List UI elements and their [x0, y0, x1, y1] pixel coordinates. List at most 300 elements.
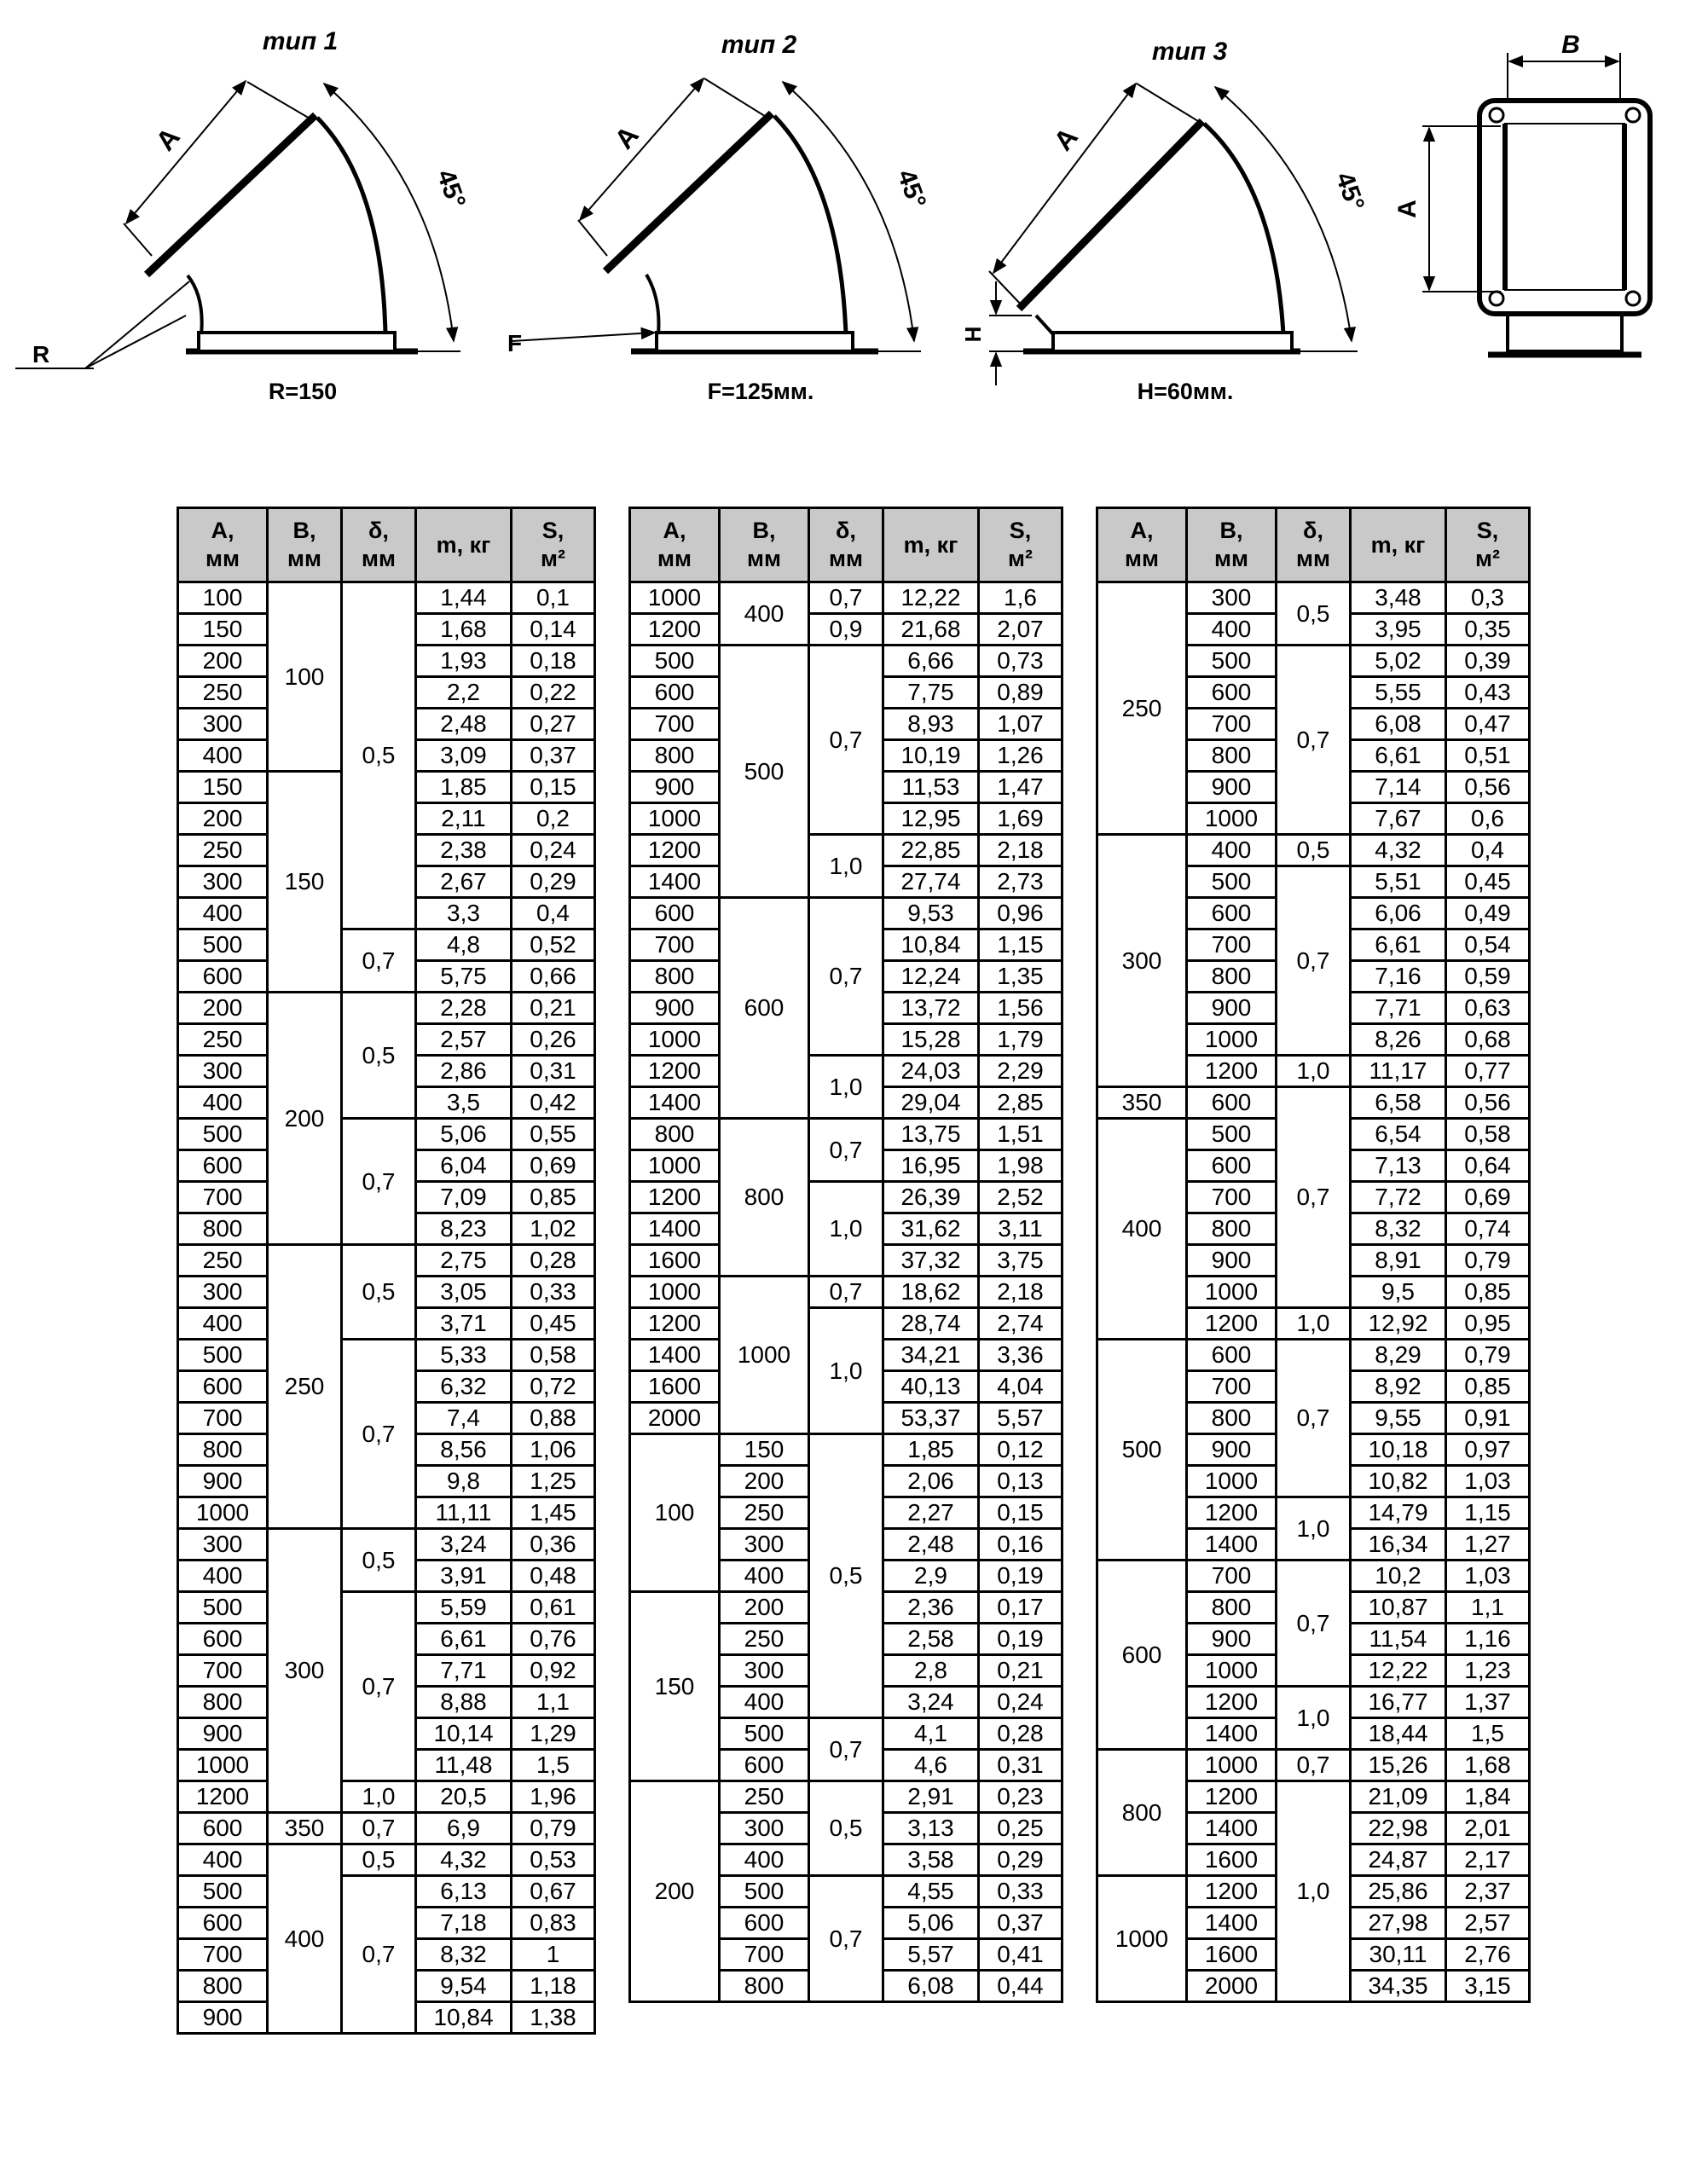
flange-view	[1422, 53, 1650, 355]
table-cell: 300	[720, 1655, 809, 1687]
table-cell: 1200	[630, 614, 720, 646]
table-cell: 8,26	[1351, 1024, 1446, 1056]
table-cell: 10,2	[1351, 1561, 1446, 1592]
table-cell: 1000	[1187, 1655, 1277, 1687]
table-cell: 1200	[630, 1182, 720, 1213]
table-cell: 800	[1187, 1592, 1277, 1624]
table-cell: 0,7	[1277, 1340, 1351, 1497]
table-cell: 250	[178, 677, 268, 709]
table-cell: 1200	[1187, 1687, 1277, 1718]
table-cell: 0,79	[512, 1813, 595, 1844]
table-cell: 0,37	[512, 740, 595, 772]
table-cell: 400	[720, 1687, 809, 1718]
table-cell: 400	[1187, 614, 1277, 646]
table-cell: 1000	[630, 1024, 720, 1056]
table-cell: 400	[178, 1087, 268, 1119]
column-header-unit: мм	[657, 546, 692, 571]
table-cell: 1200	[1187, 1056, 1277, 1087]
table-cell: 250	[720, 1624, 809, 1655]
table-cell: 0,44	[979, 1971, 1062, 2002]
table-cell: 900	[1187, 1434, 1277, 1466]
table-cell: 2,58	[883, 1624, 979, 1655]
table-cell: 800	[1187, 1213, 1277, 1245]
table-cell: 0,73	[979, 646, 1062, 677]
table-cell: 0,68	[1446, 1024, 1530, 1056]
table-cell: 1400	[630, 866, 720, 898]
table-cell: 0,56	[1446, 1087, 1530, 1119]
table-cell: 7,09	[416, 1182, 512, 1213]
table-cell: 0,66	[512, 961, 595, 993]
column-header-unit: м²	[541, 546, 565, 571]
table-cell: 0,95	[1446, 1308, 1530, 1340]
column-header-name: δ,	[368, 518, 389, 543]
table-cell: 8,32	[1351, 1213, 1446, 1245]
table-header-row	[178, 508, 595, 582]
table-cell: 600	[178, 1371, 268, 1403]
table-cell: 300	[1097, 835, 1187, 1087]
column-header	[630, 508, 720, 582]
table-cell: 13,72	[883, 993, 979, 1024]
table-cell: 0,54	[1446, 929, 1530, 961]
table-cell: 2000	[1187, 1971, 1277, 2002]
table-cell: 31,62	[883, 1213, 979, 1245]
table-cell: 1,02	[512, 1213, 595, 1245]
table-cell: 700	[1187, 1371, 1277, 1403]
table-cell: 200	[720, 1592, 809, 1624]
table-cell: 900	[178, 2002, 268, 2034]
table-cell: 2,57	[416, 1024, 512, 1056]
table-cell: 0,7	[809, 1119, 883, 1182]
table-cell: 1,0	[809, 835, 883, 898]
table-cell: 1000	[1187, 803, 1277, 835]
table-cell: 10,84	[416, 2002, 512, 2034]
column-header-name: δ,	[836, 518, 856, 543]
table-cell: 300	[178, 1529, 268, 1561]
column-header-unit: мм	[1296, 546, 1330, 571]
table-cell: 0,96	[979, 898, 1062, 929]
table-cell: 11,48	[416, 1750, 512, 1781]
table-cell: 600	[630, 677, 720, 709]
table-cell: 0,41	[979, 1939, 1062, 1971]
table-cell: 2,2	[416, 677, 512, 709]
table-cell: 1,1	[512, 1687, 595, 1718]
table-cell: 1,29	[512, 1718, 595, 1750]
table-cell: 400	[268, 1844, 342, 2034]
table-cell: 800	[1187, 961, 1277, 993]
column-header	[1187, 508, 1277, 582]
table-cell: 150	[178, 772, 268, 803]
table-cell: 0,69	[512, 1150, 595, 1182]
table-cell: 600	[1187, 898, 1277, 929]
table-cell: 0,7	[1277, 1087, 1351, 1308]
table-cell: 900	[178, 1718, 268, 1750]
table-cell: 27,74	[883, 866, 979, 898]
table-cell: 2,28	[416, 993, 512, 1024]
table-cell: 6,08	[1351, 709, 1446, 740]
column-header	[416, 508, 512, 582]
table-cell: 1,56	[979, 993, 1062, 1024]
table-cell: 11,54	[1351, 1624, 1446, 1655]
table-cell: 700	[178, 1182, 268, 1213]
column-header	[720, 508, 809, 582]
table-cell: 500	[1187, 646, 1277, 677]
table-cell: 12,24	[883, 961, 979, 993]
table-cell: 400	[720, 1844, 809, 1876]
table-cell: 15,28	[883, 1024, 979, 1056]
table-cell: 18,44	[1351, 1718, 1446, 1750]
table-cell: 350	[268, 1813, 342, 1844]
elbow-diagrams	[0, 0, 1708, 443]
table-cell: 10,14	[416, 1718, 512, 1750]
type-1-label: тип 1	[262, 27, 339, 55]
flange-width-label: B	[1561, 31, 1580, 59]
table-cell: 1000	[630, 1277, 720, 1308]
column-header-unit: мм	[747, 546, 781, 571]
table-cell: 500	[1187, 866, 1277, 898]
table-cell: 0,12	[979, 1434, 1062, 1466]
table-cell: 500	[1187, 1119, 1277, 1150]
type-2-angle: 45°	[891, 165, 932, 212]
table-cell: 3,71	[416, 1308, 512, 1340]
table-cell: 13,75	[883, 1119, 979, 1150]
table-cell: 6,61	[1351, 740, 1446, 772]
table-cell: 0,4	[1446, 835, 1530, 866]
type-2-label: тип 2	[721, 31, 797, 59]
table-cell: 0,7	[342, 929, 416, 993]
column-header-name: S,	[1476, 518, 1499, 543]
table-cell: 0,97	[1446, 1434, 1530, 1466]
table-cell: 16,95	[883, 1150, 979, 1182]
table-cell: 1000	[630, 582, 720, 614]
column-header-name: A,	[1130, 518, 1154, 543]
table-cell: 0,7	[809, 1277, 883, 1308]
table-cell: 700	[1187, 709, 1277, 740]
table-cell: 200	[178, 803, 268, 835]
table-cell: 3,48	[1351, 582, 1446, 614]
table-cell: 21,68	[883, 614, 979, 646]
table-cell: 0,43	[1446, 677, 1530, 709]
table-cell: 53,37	[883, 1403, 979, 1434]
table-cell: 20,5	[416, 1781, 512, 1813]
table-cell: 1,68	[1446, 1750, 1530, 1781]
table-cell: 0,28	[979, 1718, 1062, 1750]
table-cell: 7,71	[1351, 993, 1446, 1024]
table-cell: 3,24	[416, 1529, 512, 1561]
table-cell: 2,27	[883, 1497, 979, 1529]
table-cell: 0,7	[342, 1876, 416, 2034]
table-cell: 0,89	[979, 677, 1062, 709]
column-header	[809, 508, 883, 582]
table-cell: 1,18	[512, 1971, 595, 2002]
table-cell: 1400	[1187, 1908, 1277, 1939]
table-cell: 1,93	[416, 646, 512, 677]
column-header-name: A,	[663, 518, 686, 543]
table-cell: 0,31	[979, 1750, 1062, 1781]
table-cell: 5,02	[1351, 646, 1446, 677]
table-row	[1097, 1340, 1530, 1371]
table-cell: 2,75	[416, 1245, 512, 1277]
table-cell: 2,85	[979, 1087, 1062, 1119]
table-cell: 1,98	[979, 1150, 1062, 1182]
table-cell: 1	[512, 1939, 595, 1971]
table-cell: 0,85	[512, 1182, 595, 1213]
table-cell: 5,33	[416, 1340, 512, 1371]
table-cell: 1,15	[979, 929, 1062, 961]
table-row	[1097, 582, 1530, 614]
table-cell: 400	[178, 898, 268, 929]
table-cell: 0,63	[1446, 993, 1530, 1024]
column-header	[512, 508, 595, 582]
column-header-unit: мм	[1214, 546, 1248, 571]
table-row	[178, 1876, 595, 1908]
table-row	[178, 1592, 595, 1624]
table-cell: 0,31	[512, 1056, 595, 1087]
table-cell: 0,49	[1446, 898, 1530, 929]
table-cell: 15,26	[1351, 1750, 1446, 1781]
table-cell: 1,0	[1277, 1308, 1351, 1340]
column-header	[268, 508, 342, 582]
table-cell: 300	[720, 1813, 809, 1844]
table-cell: 800	[1187, 740, 1277, 772]
table-cell: 300	[178, 1277, 268, 1308]
table-cell: 0,26	[512, 1024, 595, 1056]
table-cell: 8,92	[1351, 1371, 1446, 1403]
table-cell: 7,14	[1351, 772, 1446, 803]
type-1-dim-a: A	[149, 121, 186, 157]
table-cell: 3,15	[1446, 1971, 1530, 2002]
table-cell: 7,67	[1351, 803, 1446, 835]
column-header	[1097, 508, 1187, 582]
table-cell: 0,5	[1277, 835, 1351, 866]
table-cell: 2,11	[416, 803, 512, 835]
table-cell: 6,08	[883, 1971, 979, 2002]
table-cell: 0,7	[342, 1813, 416, 1844]
table-row	[630, 1308, 1062, 1340]
column-header-name: δ,	[1303, 518, 1323, 543]
table-cell: 6,04	[416, 1150, 512, 1182]
table-cell: 7,72	[1351, 1182, 1446, 1213]
table-cell: 800	[1097, 1750, 1187, 1876]
table-cell: 0,7	[342, 1340, 416, 1529]
table-cell: 700	[178, 1403, 268, 1434]
table-cell: 0,15	[512, 772, 595, 803]
table-cell: 0,7	[1277, 646, 1351, 835]
table-cell: 600	[178, 1150, 268, 1182]
table-cell: 1,23	[1446, 1655, 1530, 1687]
table-cell: 1400	[630, 1087, 720, 1119]
column-header-unit: мм	[1125, 546, 1159, 571]
table-cell: 1,0	[1277, 1056, 1351, 1087]
table-cell: 7,4	[416, 1403, 512, 1434]
table-row	[178, 582, 595, 614]
column-header	[979, 508, 1062, 582]
table-cell: 1,16	[1446, 1624, 1530, 1655]
table-cell: 6,66	[883, 646, 979, 677]
table-cell: 24,87	[1351, 1844, 1446, 1876]
table-cell: 500	[720, 1876, 809, 1908]
table-cell: 500	[630, 646, 720, 677]
table-cell: 700	[630, 929, 720, 961]
table-cell: 6,9	[416, 1813, 512, 1844]
table-cell: 9,8	[416, 1466, 512, 1497]
column-header-name: S,	[1009, 518, 1032, 543]
table-row	[1097, 835, 1530, 866]
table-row	[178, 1119, 595, 1150]
table-cell: 0,7	[1277, 1561, 1351, 1687]
table-cell: 2,06	[883, 1466, 979, 1497]
table-cell: 2,8	[883, 1655, 979, 1687]
table-cell: 150	[268, 772, 342, 993]
table-cell: 34,35	[1351, 1971, 1446, 2002]
table-header-row	[630, 508, 1062, 582]
table-cell: 0,42	[512, 1087, 595, 1119]
table-cell: 900	[630, 993, 720, 1024]
table-cell: 2,91	[883, 1781, 979, 1813]
table-cell: 0,22	[512, 677, 595, 709]
table-cell: 2,74	[979, 1308, 1062, 1340]
table-cell: 1,07	[979, 709, 1062, 740]
table-cell: 1000	[1187, 1277, 1277, 1308]
table-cell: 800	[630, 740, 720, 772]
table-cell: 1,03	[1446, 1561, 1530, 1592]
table-cell: 1,47	[979, 772, 1062, 803]
table-cell: 0,51	[1446, 740, 1530, 772]
table-cell: 0,7	[1277, 1750, 1351, 1781]
table-cell: 3,13	[883, 1813, 979, 1844]
table-cell: 1,0	[809, 1308, 883, 1434]
table-cell: 0,29	[979, 1844, 1062, 1876]
table-cell: 25,86	[1351, 1876, 1446, 1908]
table-cell: 6,61	[416, 1624, 512, 1655]
table-cell: 1,6	[979, 582, 1062, 614]
table-cell: 0,79	[1446, 1340, 1530, 1371]
table-cell: 0,58	[1446, 1119, 1530, 1150]
table-cell: 1200	[1187, 1781, 1277, 1813]
table-cell: 3,75	[979, 1245, 1062, 1277]
column-header	[883, 508, 979, 582]
table-cell: 3,36	[979, 1340, 1062, 1371]
table-cell: 1000	[630, 1150, 720, 1182]
table-cell: 7,71	[416, 1655, 512, 1687]
table-cell: 1600	[1187, 1939, 1277, 1971]
table-cell: 0,33	[979, 1876, 1062, 1908]
table-cell: 18,62	[883, 1277, 979, 1308]
type-2-dim-a: A	[608, 119, 645, 155]
table-cell: 0,2	[512, 803, 595, 835]
table-cell: 2,73	[979, 866, 1062, 898]
table-cell: 100	[178, 582, 268, 614]
table-cell: 250	[268, 1245, 342, 1529]
table-cell: 4,8	[416, 929, 512, 961]
table-row	[178, 929, 595, 961]
table-cell: 0,58	[512, 1340, 595, 1371]
table-cell: 14,79	[1351, 1497, 1446, 1529]
table-cell: 1200	[1187, 1497, 1277, 1529]
table-cell: 6,13	[416, 1876, 512, 1908]
table-cell: 4,1	[883, 1718, 979, 1750]
table-cell: 0,76	[512, 1624, 595, 1655]
table-cell: 10,18	[1351, 1434, 1446, 1466]
table-cell: 22,98	[1351, 1813, 1446, 1844]
table-cell: 0,85	[1446, 1371, 1530, 1403]
table-cell: 4,32	[1351, 835, 1446, 866]
table-cell: 2,67	[416, 866, 512, 898]
table-cell: 600	[1187, 1150, 1277, 1182]
table-cell: 6,06	[1351, 898, 1446, 929]
table-cell: 2,07	[979, 614, 1062, 646]
table-cell: 1200	[630, 1056, 720, 1087]
table-row	[630, 1277, 1062, 1308]
table-cell: 0,7	[809, 1876, 883, 2002]
table-cell: 6,32	[416, 1371, 512, 1403]
table-cell: 800	[1187, 1403, 1277, 1434]
table-cell: 0,13	[979, 1466, 1062, 1497]
table-cell: 11,11	[416, 1497, 512, 1529]
table-cell: 0,19	[979, 1561, 1062, 1592]
table-cell: 800	[630, 1119, 720, 1150]
column-header-name: B,	[1219, 518, 1243, 543]
type-2-f-label: F	[507, 330, 523, 356]
table-cell: 700	[178, 1939, 268, 1971]
table-cell: 600	[1187, 1087, 1277, 1119]
column-header-unit: м²	[1475, 546, 1500, 571]
table-cell: 0,19	[979, 1624, 1062, 1655]
table-cell: 250	[178, 835, 268, 866]
table-cell: 1,25	[512, 1466, 595, 1497]
table-cell: 400	[1097, 1119, 1187, 1340]
table-cell: 1,0	[809, 1056, 883, 1119]
table-cell: 1,06	[512, 1434, 595, 1466]
table-cell: 0,83	[512, 1908, 595, 1939]
table-cell: 1,79	[979, 1024, 1062, 1056]
table-cell: 1600	[1187, 1844, 1277, 1876]
table-row	[178, 1844, 595, 1876]
table-row	[178, 1340, 595, 1371]
column-header-name: m, кг	[903, 531, 958, 558]
table-cell: 11,17	[1351, 1056, 1446, 1087]
table-cell: 1,15	[1446, 1497, 1530, 1529]
table-cell: 12,95	[883, 803, 979, 835]
table-cell: 1200	[630, 835, 720, 866]
table-cell: 0,3	[1446, 582, 1530, 614]
table-cell: 0,52	[512, 929, 595, 961]
table-row	[630, 1182, 1062, 1213]
table-cell: 1,38	[512, 2002, 595, 2034]
column-header	[1446, 508, 1530, 582]
table-cell: 200	[178, 646, 268, 677]
table-cell: 1,0	[1277, 1497, 1351, 1561]
table-cell: 3,5	[416, 1087, 512, 1119]
column-header-name: S,	[541, 518, 565, 543]
table-cell: 0,7	[809, 898, 883, 1056]
table-cell: 6,58	[1351, 1087, 1446, 1119]
table-cell: 0,15	[979, 1497, 1062, 1529]
table-cell: 1400	[630, 1213, 720, 1245]
table-cell: 0,7	[342, 1592, 416, 1781]
table-cell: 400	[720, 1561, 809, 1592]
table-cell: 10,87	[1351, 1592, 1446, 1624]
table-row	[630, 1119, 1062, 1150]
table-row	[630, 1781, 1062, 1813]
column-header	[1351, 508, 1446, 582]
table-cell: 0,77	[1446, 1056, 1530, 1087]
table-cell: 500	[720, 646, 809, 898]
table-row	[178, 1813, 595, 1844]
table-cell: 400	[1187, 835, 1277, 866]
table-row	[1097, 1750, 1530, 1781]
table-cell: 1600	[630, 1371, 720, 1403]
table-cell: 5,57	[883, 1939, 979, 1971]
